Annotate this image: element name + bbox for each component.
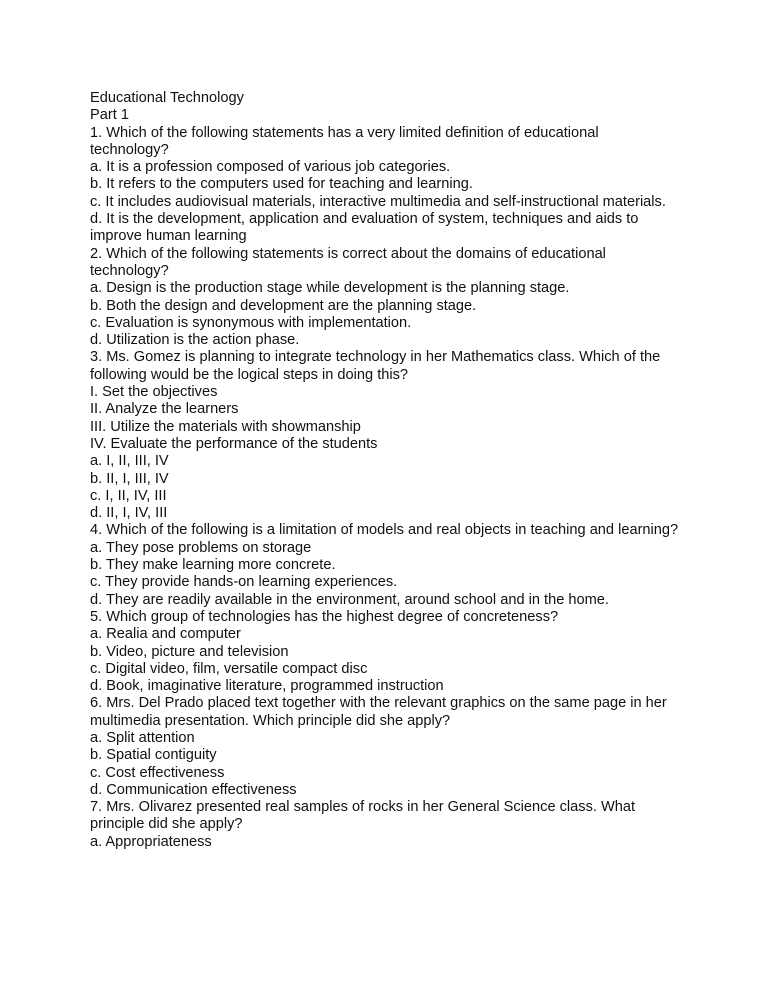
q3-option-d: d. II, I, IV, III <box>90 505 168 522</box>
question-4: 4. Which of the following is a limitation of models and real objects in teaching and learning? <box>90 522 679 539</box>
document-title: Educational Technology <box>90 90 244 106</box>
question-1: 1. Which of the following statements has a very limited definition of educational technology? <box>90 124 599 158</box>
q3-step-2: II. Analyze the learners <box>90 401 239 418</box>
q3-step-3: III. Utilize the materials with showmanship <box>90 418 361 435</box>
q2-option-d: d. Utilization is the action phase. <box>90 332 300 349</box>
q5-option-d: d. Book, imaginative literature, programmed instruction <box>90 678 444 695</box>
q5-option-a: a. Realia and computer <box>90 626 241 643</box>
q6-option-c: c. Cost effectiveness <box>90 764 225 781</box>
q2-option-c: c. Evaluation is synonymous with implementation. <box>90 314 412 331</box>
q6-option-d: d. Communication effectiveness <box>90 781 297 798</box>
question-3: 3. Ms. Gomez is planning to integrate technology in her Mathematics class. Which of the following would be the logical steps in doing this? <box>90 349 661 383</box>
q5-option-b: b. Video, picture and television <box>90 643 289 660</box>
q3-step-1: I. Set the objectives <box>90 384 218 401</box>
q5-option-c: c. Digital video, film, versatile compact disc <box>90 660 368 677</box>
q3-step-4: IV. Evaluate the performance of the students <box>90 435 378 452</box>
q4-option-a: a. They pose problems on storage <box>90 539 312 556</box>
q3-option-c: c. I, II, IV, III <box>90 487 167 504</box>
q2-option-b: b. Both the design and development are the planning stage. <box>90 297 477 314</box>
part-heading: Part 1 <box>90 107 129 124</box>
q3-option-b: b. II, I, III, IV <box>90 470 169 487</box>
q1-option-a: a. It is a profession composed of various job categories. <box>90 159 451 176</box>
question-6: 6. Mrs. Del Prado placed text together with the relevant graphics on the same page in her multimedia presentation. Which principle did she apply? <box>90 695 667 729</box>
q2-option-a: a. Design is the production stage while development is the planning stage. <box>90 280 570 297</box>
q3-option-a: a. I, II, III, IV <box>90 453 169 470</box>
q6-option-b: b. Spatial contiguity <box>90 747 217 764</box>
question-5: 5. Which group of technologies has the highest degree of concreteness? <box>90 608 559 625</box>
q1-option-d: d. It is the development, application and evaluation of system, techniques and aids to improve human learning <box>90 211 639 245</box>
q1-option-c: c. It includes audiovisual materials, interactive multimedia and self-instructional materials. <box>90 193 666 210</box>
q4-option-c: c. They provide hands-on learning experiences. <box>90 574 398 591</box>
q4-option-d: d. They are readily available in the environment, around school and in the home. <box>90 591 609 608</box>
q7-option-a: a. Appropriateness <box>90 833 212 850</box>
question-7: 7. Mrs. Olivarez presented real samples of rocks in her General Science class. What principle did she apply? <box>90 799 636 833</box>
q6-option-a: a. Split attention <box>90 729 195 746</box>
question-2: 2. Which of the following statements is correct about the domains of educational technology? <box>90 245 606 279</box>
q1-option-b: b. It refers to the computers used for teaching and learning. <box>90 176 473 193</box>
document-body <box>90 90 680 851</box>
q4-option-b: b. They make learning more concrete. <box>90 557 336 574</box>
